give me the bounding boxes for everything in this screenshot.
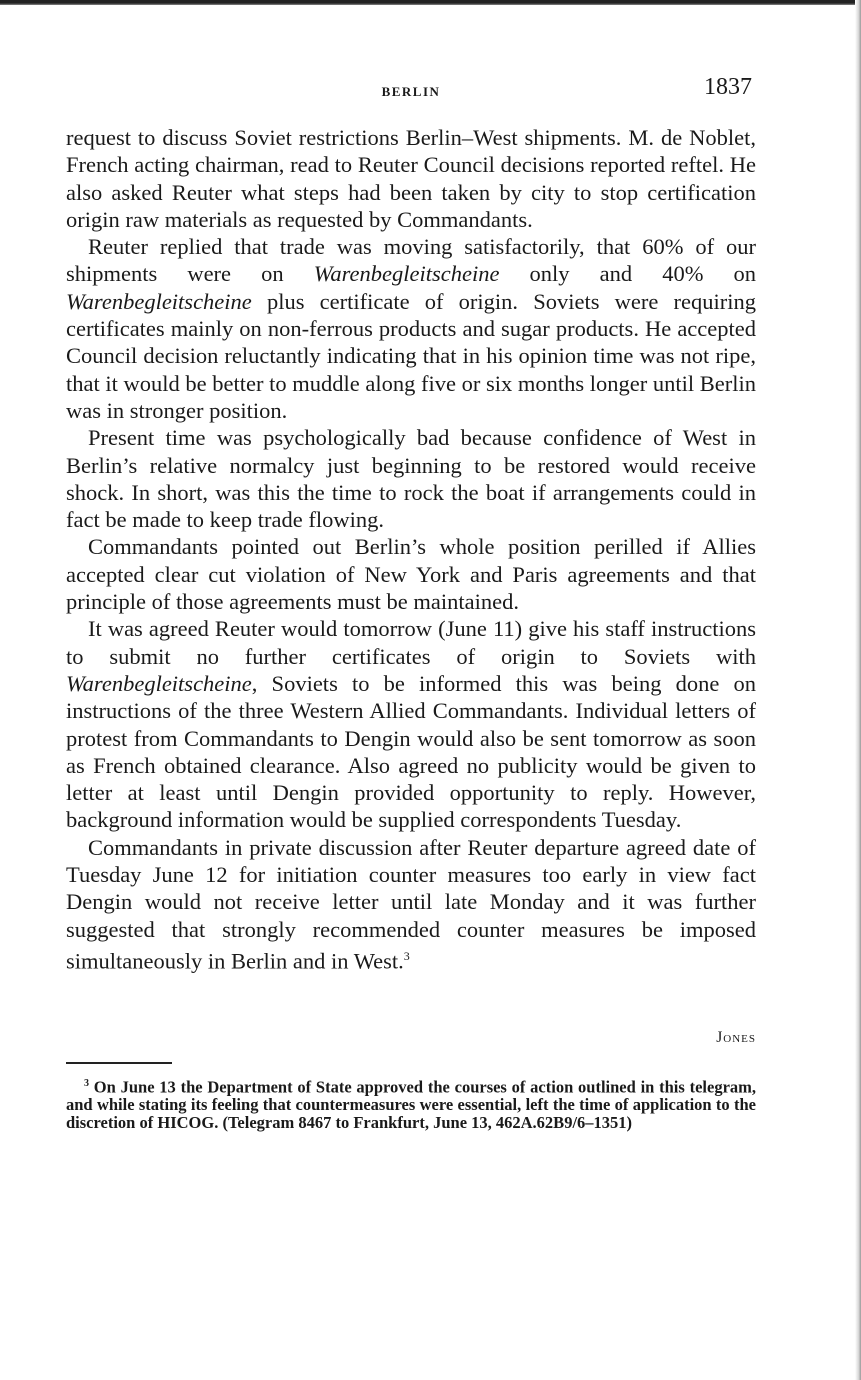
page-header bbox=[66, 74, 756, 114]
page-number: 1837 bbox=[704, 74, 752, 100]
paragraph-2-text-a: Reuter replied that trade was moving satisfactorily, that 60% of our shipments were on bbox=[66, 234, 756, 287]
footnote-paragraph bbox=[66, 1075, 756, 1131]
footnote-divider bbox=[66, 1062, 172, 1064]
paragraph-2-text-c: plus certificate of origin. Soviets were requiring certificates mainly on non-ferrous products and sugar products. He accepted Council decision reluctantly indicating that in his opinion time was not ripe, that it would be better to muddle along five or six months longer until Berlin was in stronger position. bbox=[66, 288, 756, 423]
paragraph-1 bbox=[66, 124, 756, 233]
running-head: BERLIN bbox=[381, 84, 441, 99]
paragraph-6 bbox=[66, 834, 756, 975]
italic-term: Warenbegleitscheine bbox=[313, 261, 500, 287]
paragraph-2-text-b: only and 40% on bbox=[499, 261, 757, 287]
footnote-marker: 3 bbox=[84, 1078, 89, 1089]
body-text bbox=[66, 124, 756, 975]
paragraph-3-text: Present time was psychologically bad because confidence of West in Berlin’s relative normalcy just beginning to be restored would receive shock. In short, was this the time to rock the boat if arrangements could in fact be made to keep trade flowing. bbox=[66, 425, 756, 533]
paragraph-4-text: Commandants pointed out Berlin’s whole position perilled if Allies accepted clear cut violation of New York and Paris agreements and that principle of those agreements must be maintained. bbox=[66, 534, 756, 615]
footnote-text: On June 13 the Department of State approved the courses of action outlined in this telegram, and while stating its feeling that countermeasures were essential, left the time of application to the discretion of HICOG. (Telegram 8467 to Frankfurt, June 13, 462A.62B9/6–1351) bbox=[66, 1077, 757, 1132]
paragraph-6-text: Commandants in private discussion after Reuter departure agreed date of Tuesday June 12 for initiation counter measures too early in view fact Dengin would not receive letter until late Monday and it was further suggested that strongly recommended counter measures be imposed simultaneously in Berlin and in West. bbox=[66, 834, 756, 974]
italic-term: Warenbegleitscheine bbox=[66, 670, 252, 696]
italic-term: Warenbegleitscheine bbox=[66, 288, 252, 314]
signature: Jones bbox=[716, 1029, 756, 1046]
paragraph-5 bbox=[66, 615, 756, 833]
footnote-reference: 3 bbox=[403, 948, 410, 963]
top-edge-rule bbox=[0, 0, 861, 5]
paragraph-5-text-a: It was agreed Reuter would tomorrow (June 11) give his staff instructions to submit no further certificates of origin to Soviets with bbox=[66, 616, 756, 669]
paragraph-2 bbox=[66, 233, 756, 424]
page-edge-shadow bbox=[855, 0, 861, 1380]
paragraph-5-text-b: , Soviets to be informed this was being done on instructions of the three Western Allied Commandants. Individual letters of protest from Commandants to Dengin would also be sent tomorrow as soon as French obtained clearance. Also agreed no publicity would be given to letter at least until Dengin provided opportunity to reply. However, background information would be supplied correspondents Tuesday. bbox=[66, 670, 756, 833]
footnote bbox=[66, 1075, 756, 1131]
paragraph-1-text: request to discuss Soviet restrictions Berlin–West shipments. M. de Noblet, French acting chairman, read to Reuter Council decisions reported reftel. He also asked Reuter what steps had been taken by city to stop certification origin raw materials as requested by Commandants. bbox=[66, 125, 756, 232]
paragraph-4 bbox=[66, 533, 756, 615]
paragraph-3 bbox=[66, 424, 756, 533]
